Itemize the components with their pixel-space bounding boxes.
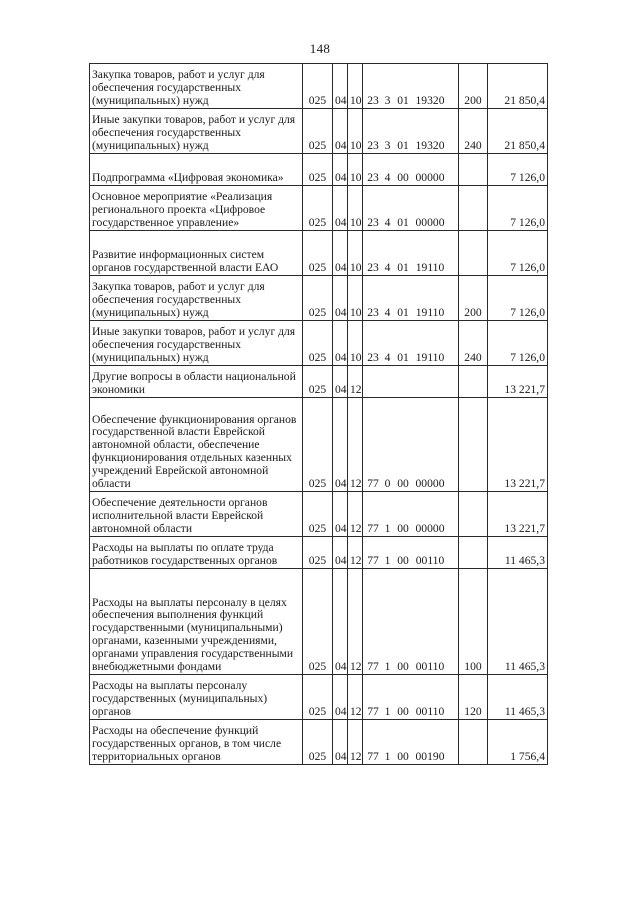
target-article-part: 00 bbox=[397, 522, 409, 536]
table-row bbox=[90, 64, 548, 109]
target-article-part: 77 bbox=[367, 554, 379, 568]
expense-type-cell: 100 bbox=[459, 569, 488, 675]
target-article-part: 4 bbox=[384, 306, 391, 320]
subsection-code-cell: 10 bbox=[348, 231, 363, 276]
table-row bbox=[90, 231, 548, 276]
target-article-part: 01 bbox=[397, 261, 409, 275]
target-article-cell bbox=[363, 276, 459, 321]
amount-cell: 13 221,7 bbox=[488, 492, 548, 537]
ministry-code-cell: 025 bbox=[303, 537, 333, 569]
section-code-cell: 04 bbox=[333, 569, 348, 675]
amount-cell: 21 850,4 bbox=[488, 64, 548, 109]
amount-cell: 1 756,4 bbox=[488, 720, 548, 765]
expense-type-cell: 200 bbox=[459, 276, 488, 321]
amount-cell: 11 465,3 bbox=[488, 675, 548, 720]
table-row bbox=[90, 720, 548, 765]
table-row bbox=[90, 154, 548, 186]
table-row bbox=[90, 186, 548, 231]
amount-cell: 11 465,3 bbox=[488, 537, 548, 569]
target-article-part: 01 bbox=[397, 306, 409, 320]
target-article-part: 19320 bbox=[415, 139, 445, 153]
target-article-part: 77 bbox=[367, 522, 379, 536]
target-article-part: 23 bbox=[367, 139, 379, 153]
section-code-cell: 04 bbox=[333, 675, 348, 720]
subsection-code-cell: 10 bbox=[348, 186, 363, 231]
target-article-part: 00110 bbox=[415, 660, 445, 674]
expense-name-cell: Иные закупки товаров, работ и услуг для обеспечения государственных (муниципальных) нужд bbox=[90, 321, 303, 366]
amount-cell: 7 126,0 bbox=[488, 231, 548, 276]
target-article-part: 00 bbox=[397, 477, 409, 491]
target-article-part: 19110 bbox=[415, 261, 445, 275]
expense-type-cell: 240 bbox=[459, 321, 488, 366]
section-code-cell: 04 bbox=[333, 398, 348, 492]
amount-cell: 21 850,4 bbox=[488, 109, 548, 154]
section-code-cell: 04 bbox=[333, 64, 348, 109]
amount-cell: 11 465,3 bbox=[488, 569, 548, 675]
target-article-part: 0 bbox=[384, 477, 391, 491]
target-article-cell bbox=[363, 64, 459, 109]
table-row bbox=[90, 675, 548, 720]
subsection-code-cell: 12 bbox=[348, 492, 363, 537]
target-article-cell bbox=[363, 366, 459, 398]
target-article-part: 1 bbox=[384, 522, 391, 536]
subsection-code-cell: 12 bbox=[348, 569, 363, 675]
subsection-code-cell: 12 bbox=[348, 398, 363, 492]
subsection-code-cell: 12 bbox=[348, 366, 363, 398]
expense-type-cell: 200 bbox=[459, 64, 488, 109]
ministry-code-cell: 025 bbox=[303, 154, 333, 186]
target-article-part: 23 bbox=[367, 216, 379, 230]
target-article-cell bbox=[363, 675, 459, 720]
amount-cell: 7 126,0 bbox=[488, 321, 548, 366]
expense-name-cell: Обеспечение деятельности органов исполнительной власти Еврейской автономной области bbox=[90, 492, 303, 537]
section-code-cell: 04 bbox=[333, 321, 348, 366]
subsection-code-cell: 12 bbox=[348, 537, 363, 569]
expense-name-cell: Другие вопросы в области национальной экономики bbox=[90, 366, 303, 398]
target-article-part: 23 bbox=[367, 261, 379, 275]
ministry-code-cell: 025 bbox=[303, 321, 333, 366]
expense-type-cell bbox=[459, 492, 488, 537]
ministry-code-cell: 025 bbox=[303, 186, 333, 231]
target-article-part: 00000 bbox=[415, 216, 445, 230]
ministry-code-cell: 025 bbox=[303, 569, 333, 675]
subsection-code-cell: 12 bbox=[348, 720, 363, 765]
target-article-part: 23 bbox=[367, 351, 379, 365]
target-article-part: 00110 bbox=[415, 554, 445, 568]
target-article-part: 4 bbox=[384, 351, 391, 365]
expense-name-cell: Расходы на обеспечение функций государственных органов, в том числе территориальных органов bbox=[90, 720, 303, 765]
amount-cell: 7 126,0 bbox=[488, 154, 548, 186]
target-article-cell bbox=[363, 720, 459, 765]
target-article-part: 19320 bbox=[415, 94, 445, 108]
ministry-code-cell: 025 bbox=[303, 64, 333, 109]
target-article-part: 01 bbox=[397, 351, 409, 365]
table-row bbox=[90, 366, 548, 398]
target-article-cell bbox=[363, 154, 459, 186]
ministry-code-cell: 025 bbox=[303, 109, 333, 154]
expense-name-cell: Подпрограмма «Цифровая экономика» bbox=[90, 154, 303, 186]
table-row bbox=[90, 569, 548, 675]
target-article-cell bbox=[363, 492, 459, 537]
target-article-part: 4 bbox=[384, 261, 391, 275]
amount-cell: 7 126,0 bbox=[488, 276, 548, 321]
target-article-part: 3 bbox=[384, 139, 391, 153]
target-article-part: 77 bbox=[367, 660, 379, 674]
section-code-cell: 04 bbox=[333, 231, 348, 276]
expense-type-cell: 120 bbox=[459, 675, 488, 720]
target-article-part: 4 bbox=[384, 171, 391, 185]
expense-name-cell: Основное мероприятие «Реализация регионального проекта «Цифровое государственное управление» bbox=[90, 186, 303, 231]
section-code-cell: 04 bbox=[333, 366, 348, 398]
expense-name-cell: Обеспечение функционирования органов государственной власти Еврейской автономной области, обеспечение функционирования отдельных казенных учреждений Еврейской автономной области bbox=[90, 398, 303, 492]
expense-name-cell: Расходы на выплаты персоналу в целях обеспечения выполнения функций государственными (муниципальными) органами, казенными учреждениями, органами управления государственными внебюджетными фондами bbox=[90, 569, 303, 675]
ministry-code-cell: 025 bbox=[303, 366, 333, 398]
amount-cell: 13 221,7 bbox=[488, 366, 548, 398]
target-article-part: 1 bbox=[384, 705, 391, 719]
target-article-part: 1 bbox=[384, 660, 391, 674]
subsection-code-cell: 10 bbox=[348, 109, 363, 154]
expense-name-cell: Развитие информационных систем органов государственной власти ЕАО bbox=[90, 231, 303, 276]
target-article-part: 01 bbox=[397, 216, 409, 230]
subsection-code-cell: 10 bbox=[348, 321, 363, 366]
target-article-part: 00000 bbox=[415, 522, 445, 536]
subsection-code-cell: 12 bbox=[348, 675, 363, 720]
target-article-part: 00 bbox=[397, 171, 409, 185]
target-article-part: 77 bbox=[367, 477, 379, 491]
table-row bbox=[90, 537, 548, 569]
table-row bbox=[90, 398, 548, 492]
expense-type-cell bbox=[459, 720, 488, 765]
table-row bbox=[90, 321, 548, 366]
target-article-part: 19110 bbox=[415, 351, 445, 365]
target-article-part: 77 bbox=[367, 750, 379, 764]
target-article-part: 00000 bbox=[415, 171, 445, 185]
target-article-part: 00190 bbox=[415, 750, 445, 764]
ministry-code-cell: 025 bbox=[303, 276, 333, 321]
section-code-cell: 04 bbox=[333, 154, 348, 186]
target-article-part: 00110 bbox=[415, 705, 445, 719]
target-article-part: 01 bbox=[397, 94, 409, 108]
section-code-cell: 04 bbox=[333, 537, 348, 569]
target-article-part: 3 bbox=[384, 94, 391, 108]
expense-type-cell bbox=[459, 366, 488, 398]
section-code-cell: 04 bbox=[333, 492, 348, 537]
ministry-code-cell: 025 bbox=[303, 720, 333, 765]
page-number: 148 bbox=[309, 41, 331, 56]
ministry-code-cell: 025 bbox=[303, 675, 333, 720]
expense-type-cell bbox=[459, 186, 488, 231]
section-code-cell: 04 bbox=[333, 186, 348, 231]
target-article-cell bbox=[363, 537, 459, 569]
ministry-code-cell: 025 bbox=[303, 492, 333, 537]
expense-type-cell: 240 bbox=[459, 109, 488, 154]
target-article-part: 1 bbox=[384, 750, 391, 764]
amount-cell: 7 126,0 bbox=[488, 186, 548, 231]
target-article-part: 23 bbox=[367, 306, 379, 320]
expense-type-cell bbox=[459, 231, 488, 276]
expense-name-cell: Иные закупки товаров, работ и услуг для обеспечения государственных (муниципальных) нужд bbox=[90, 109, 303, 154]
target-article-part: 77 bbox=[367, 705, 379, 719]
target-article-cell bbox=[363, 109, 459, 154]
expense-name-cell: Расходы на выплаты по оплате труда работников государственных органов bbox=[90, 537, 303, 569]
target-article-part: 00 bbox=[397, 660, 409, 674]
target-article-part: 01 bbox=[397, 139, 409, 153]
target-article-cell bbox=[363, 231, 459, 276]
target-article-part: 00 bbox=[397, 750, 409, 764]
target-article-part: 00 bbox=[397, 554, 409, 568]
target-article-cell bbox=[363, 398, 459, 492]
subsection-code-cell: 10 bbox=[348, 276, 363, 321]
expense-name-cell: Закупка товаров, работ и услуг для обеспечения государственных (муниципальных) нужд bbox=[90, 276, 303, 321]
ministry-code-cell: 025 bbox=[303, 231, 333, 276]
target-article-part: 19110 bbox=[415, 306, 445, 320]
table-row bbox=[90, 492, 548, 537]
table-row bbox=[90, 109, 548, 154]
target-article-part: 1 bbox=[384, 554, 391, 568]
section-code-cell: 04 bbox=[333, 276, 348, 321]
expense-type-cell bbox=[459, 154, 488, 186]
table-row bbox=[90, 276, 548, 321]
subsection-code-cell: 10 bbox=[348, 154, 363, 186]
target-article-cell bbox=[363, 186, 459, 231]
budget-table bbox=[89, 63, 548, 765]
target-article-part: 00000 bbox=[415, 477, 445, 491]
subsection-code-cell: 10 bbox=[348, 64, 363, 109]
expense-name-cell: Закупка товаров, работ и услуг для обеспечения государственных (муниципальных) нужд bbox=[90, 64, 303, 109]
target-article-part: 00 bbox=[397, 705, 409, 719]
section-code-cell: 04 bbox=[333, 720, 348, 765]
section-code-cell: 04 bbox=[333, 109, 348, 154]
target-article-part: 23 bbox=[367, 171, 379, 185]
expense-name-cell: Расходы на выплаты персоналу государственных (муниципальных) органов bbox=[90, 675, 303, 720]
target-article-part: 23 bbox=[367, 94, 379, 108]
expense-type-cell bbox=[459, 398, 488, 492]
amount-cell: 13 221,7 bbox=[488, 398, 548, 492]
ministry-code-cell: 025 bbox=[303, 398, 333, 492]
target-article-part: 4 bbox=[384, 216, 391, 230]
expense-type-cell bbox=[459, 537, 488, 569]
target-article-cell bbox=[363, 569, 459, 675]
target-article-cell bbox=[363, 321, 459, 366]
